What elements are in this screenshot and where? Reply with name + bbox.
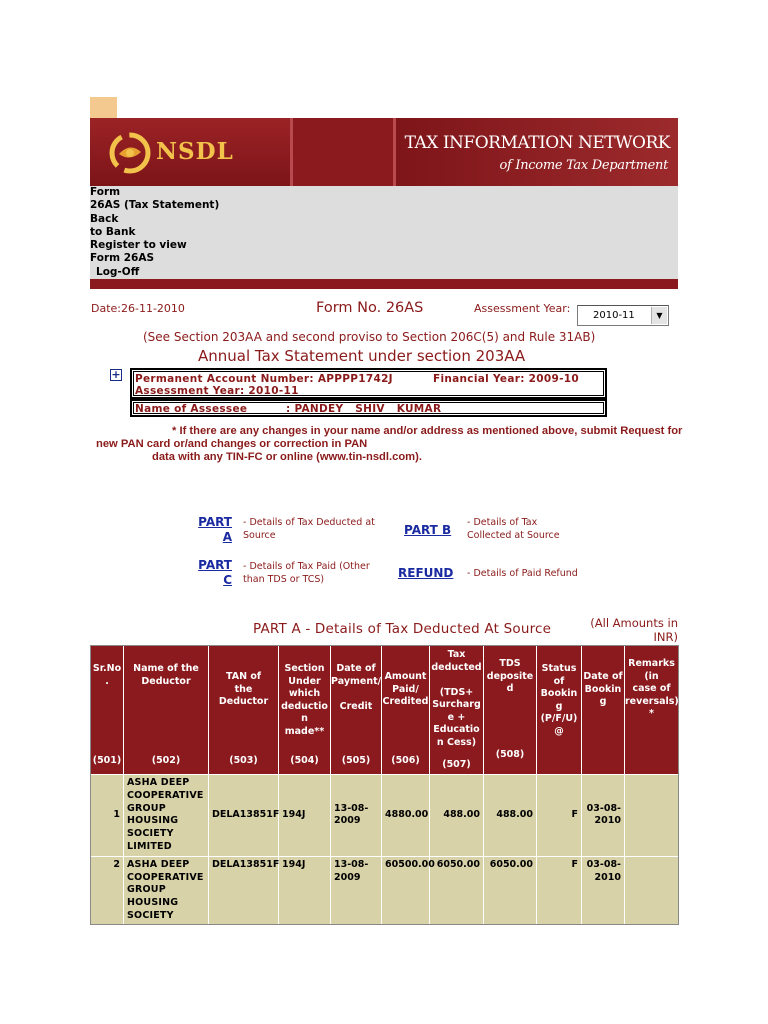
tan-cell: DELA13851F [209, 775, 279, 857]
annual-statement-title: Annual Tax Statement under section 203AA [198, 347, 526, 365]
nav-link-logoff[interactable]: Log-Off [96, 265, 140, 278]
column-header [382, 646, 430, 775]
column-label: Sr.No . [92, 663, 122, 687]
tin-subtitle: of Income Tax Department [499, 158, 668, 173]
header-banner [90, 118, 678, 188]
payment-date-cell: 13-08-2009 [331, 775, 382, 857]
nsdl-logo-icon [109, 132, 151, 174]
form-title: Form No. 26AS [316, 300, 424, 316]
assessment-year-label: Assessment Year: [474, 302, 571, 315]
financial-year: Financial Year: 2009-10 [433, 373, 579, 385]
nav-links [90, 186, 219, 279]
column-code: (503) [229, 754, 258, 766]
section-cell: 194J [279, 775, 331, 857]
column-header [279, 646, 331, 775]
tds-table [90, 645, 679, 926]
desc-text: Collected at Source [467, 530, 560, 541]
part-a-title: PART A - Details of Tax Deducted At Source [253, 621, 552, 637]
notice-line: data with any TIN-FC or online (www.tin-nsdl.com). [152, 451, 422, 463]
column-code: (507) [442, 758, 471, 770]
amounts-note [586, 616, 678, 644]
tin-panel [396, 118, 678, 186]
assessee-name-box [130, 399, 607, 417]
note-text: (All Amounts in [590, 616, 678, 630]
banner-divider [290, 118, 293, 186]
nav-link-form26as[interactable] [90, 186, 219, 213]
desc-text: than TDS or TCS) [243, 574, 325, 585]
refund-description: - Details of Paid Refund [467, 568, 578, 579]
booking-date-cell: 03-08-2010 [582, 775, 625, 857]
link-text: PART [198, 558, 232, 572]
expand-icon[interactable]: + [111, 368, 121, 381]
part-b-description [467, 516, 560, 542]
remarks-cell [625, 775, 679, 857]
column-code: (508) [495, 748, 525, 760]
refund-link[interactable]: REFUND [398, 566, 454, 580]
column-code: (506) [391, 754, 420, 766]
column-header [124, 646, 209, 775]
logo-panel [90, 118, 290, 186]
link-text: PART [198, 515, 232, 529]
deductor-name-cell: ASHA DEEP COOPERATIVE GROUP HOUSING SOCIETY [124, 856, 209, 925]
nav-text: to Bank [90, 225, 136, 238]
booking-date-cell: 03-08-2010 [582, 856, 625, 925]
sr-no-cell: 1 [91, 775, 124, 857]
column-label: Remarks (in case of reversals) * [625, 658, 679, 719]
note-text: INR) [653, 630, 678, 644]
nav-text: Form 26AS [90, 252, 155, 265]
column-header [331, 646, 382, 775]
statement-date: Date:26-11-2010 [91, 302, 185, 315]
column-label: Status of Bookin g (P/F/U) @ [540, 663, 578, 737]
desc-text: - Details of Tax [467, 517, 538, 528]
column-header [209, 646, 279, 775]
column-header [430, 646, 484, 775]
part-b-link[interactable]: PART B [404, 523, 452, 537]
column-label: Date of Bookin g [583, 671, 623, 707]
column-code: (505) [341, 754, 371, 766]
amount-paid-cell: 4880.00 [382, 775, 430, 857]
part-a-description [243, 516, 375, 542]
pan-number: Permanent Account Number: APPPP1742J [135, 373, 393, 385]
table-header-row [91, 646, 679, 775]
deductor-name-cell: ASHA DEEP COOPERATIVE GROUP HOUSING SOCIETY LIMITED [124, 775, 209, 857]
booking-status-cell: F [537, 775, 582, 857]
link-text: C [223, 573, 232, 587]
column-code: (502) [151, 754, 181, 766]
column-label: Amount Paid/ Credited [382, 671, 429, 707]
tds-deposited-cell: 6050.00 [484, 856, 537, 925]
tin-title: TAX INFORMATION NETWORK [404, 133, 670, 153]
nav-link-register[interactable] [90, 239, 219, 266]
remarks-cell [625, 856, 679, 925]
assessee-name-value: : PANDEY SHIV KUMAR [286, 403, 442, 415]
assessment-year-value: 2010-11 [593, 310, 635, 321]
nav-link-back-to-bank[interactable] [90, 213, 219, 240]
assessment-year: Assessment Year: 2010-11 [135, 385, 299, 397]
sr-no-cell: 2 [91, 856, 124, 925]
link-text: A [222, 530, 232, 544]
nav-text: 26AS (Tax Statement) [90, 199, 220, 212]
nav-text: Back [90, 212, 119, 225]
part-c-link[interactable] [194, 558, 232, 588]
column-label: TDS deposite d [486, 658, 534, 694]
tds-deposited-cell: 488.00 [484, 775, 537, 857]
part-c-description [243, 560, 370, 586]
see-section-note: (See Section 203AA and second proviso to Section 206C(5) and Rule 31AB) [143, 330, 596, 344]
table-row [91, 856, 679, 925]
nav-text: Register to view [90, 239, 187, 252]
nav-text: Form [90, 186, 121, 198]
column-label: Date of Payment/ Credit [331, 663, 382, 712]
column-code: (501) [92, 754, 122, 766]
column-header [537, 646, 582, 775]
dropdown-arrow-icon[interactable]: ▼ [651, 307, 667, 324]
assessment-year-select[interactable] [577, 305, 669, 326]
nsdl-logo-text: NSDL [156, 138, 234, 165]
column-header [484, 646, 537, 775]
table-row [91, 775, 679, 857]
payment-date-cell: 13-08-2009 [331, 856, 382, 925]
section-cell: 194J [279, 856, 331, 925]
corner-tab [90, 97, 117, 118]
desc-text: - Details of Tax Paid (Other [243, 561, 370, 572]
column-label: Name of the Deductor [133, 663, 199, 687]
column-label: Tax deducted (TDS+ Surcharg e + Educatio n Cess) [431, 649, 482, 748]
desc-text: Source [243, 530, 276, 541]
part-a-link[interactable] [194, 515, 232, 545]
pan-box [130, 368, 607, 399]
column-header [582, 646, 625, 775]
desc-text: - Details of Tax Deducted at [243, 517, 375, 528]
column-header [91, 646, 124, 775]
column-code: (504) [290, 754, 319, 766]
notice-line: * If there are any changes in your name and/or address as mentioned above, submit Request for [172, 425, 683, 437]
booking-status-cell: F [537, 856, 582, 925]
column-label: TAN of the Deductor [218, 671, 269, 707]
nav-bottom-bar [90, 279, 678, 289]
tax-deducted-cell: 488.00 [430, 775, 484, 857]
tan-cell: DELA13851F [209, 856, 279, 925]
tax-deducted-cell: 6050.00 [430, 856, 484, 925]
notice-line: new PAN card or/and changes or correction in PAN [96, 438, 368, 450]
amount-paid-cell: 60500.00 [382, 856, 430, 925]
assessee-name-label: Name of Assessee [135, 403, 248, 415]
column-header [625, 646, 679, 775]
column-label: Section Under which deductio n made** [281, 663, 328, 737]
